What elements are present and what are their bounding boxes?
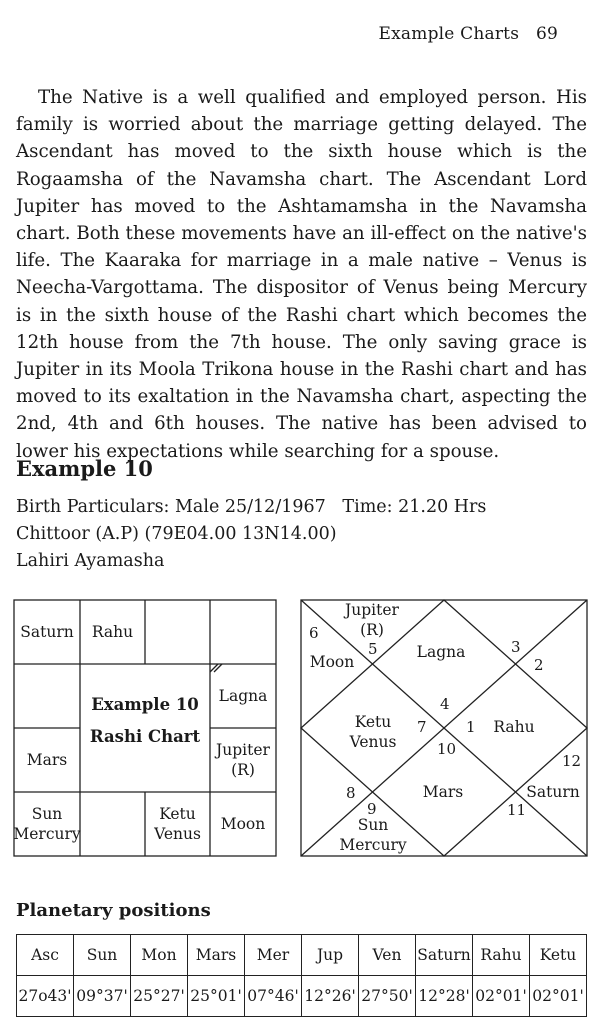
table-cell: 07°46' (245, 976, 302, 1017)
planetary-positions-table (16, 934, 587, 1017)
table-header-cell: Sun (74, 935, 131, 976)
table-header-cell: Saturn (416, 935, 473, 976)
body-paragraph: The Native is a well qualified and employed person. His family is worried about the marriage getting delayed. The Ascendant has moved to the sixth house which is the Rogaamsha of the Navamsha chart. The Ascendant Lord Jupiter has moved to the Ashtamamsha in the Navamsha chart. Both these movements have an ill-effect on the native's life. The Kaaraka for marriage in a male native – Venus is Neecha-Vargottama. The dispositor of Venus being Mercury is in the sixth house of the Rashi chart which becomes the 12th house from the 7th house. The only saving grace is Jupiter in its Moola Trikona house in the Rashi chart and has moved to its exaltation in the Navamsha chart, aspecting the 2nd, 4th and 6th houses. The native has been advised to lower his expectations while searching for a spouse. (16, 87, 587, 462)
table-cell: 27°50' (359, 976, 416, 1017)
table-header-row (17, 935, 587, 976)
rashi-cell-gemini (210, 600, 276, 664)
table-cell: 12°28' (416, 976, 473, 1017)
north-label-moon: Moon (309, 653, 355, 671)
rashi-cell-pisces: Saturn (20, 623, 74, 641)
house-number: 7 (417, 718, 427, 736)
place-line: Chittoor (A.P) (79E04.00 13N14.00) (16, 524, 337, 544)
house-number: 9 (367, 800, 377, 818)
birth-particulars: Birth Particulars: Male 25/12/1967 Time: 21.20 Hrs (16, 497, 487, 517)
north-label-top-center: Jupiter (R) (345, 601, 399, 639)
table-cell: 12°26' (302, 976, 359, 1017)
house-number: 12 (562, 752, 582, 770)
rashi-cell-virgo: Moon (220, 815, 266, 833)
house-number: 10 (437, 740, 457, 758)
table-cell: 02°01' (530, 976, 587, 1017)
table-header-cell: Ven (359, 935, 416, 976)
north-label-mars: Mars (422, 783, 464, 801)
house-number: 4 (440, 695, 450, 713)
house-number: 2 (534, 656, 544, 674)
house-number: 11 (507, 801, 527, 819)
table-cell: 27o43' (17, 976, 74, 1017)
rashi-cell-aries: Rahu (91, 623, 134, 641)
rashi-cell-aquarius (14, 664, 80, 728)
rashi-center-title: Example 10 (91, 695, 199, 714)
rashi-cell-libra: Ketu Venus (154, 805, 201, 843)
house-number: 1 (466, 718, 476, 736)
north-label-sun-mercury: Sun Mercury (339, 816, 407, 854)
table-header-cell: Mon (131, 935, 188, 976)
table-header-cell: Mer (245, 935, 302, 976)
rashi-cell-capricorn: Mars (26, 751, 68, 769)
page-number: 69 (535, 24, 558, 44)
rashi-cell-taurus (145, 600, 210, 664)
house-number: 3 (511, 638, 521, 656)
ayanamsha-line: Lahiri Ayamasha (16, 551, 165, 571)
rashi-cell-leo: Jupiter (R) (216, 741, 270, 779)
house-number: 5 (368, 640, 378, 658)
table-header-cell: Mars (188, 935, 245, 976)
table-cell: 02°01' (473, 976, 530, 1017)
table-header-cell: Ketu (530, 935, 587, 976)
north-label-rahu: Rahu (493, 718, 535, 736)
planetary-positions-title: Planetary positions (16, 900, 211, 921)
table-row (17, 976, 587, 1017)
running-title: Example Charts (378, 24, 520, 44)
house-number: 6 (309, 624, 319, 642)
table-cell: 09°37' (74, 976, 131, 1017)
rashi-cell-sagittarius: Sun Mercury (13, 805, 81, 843)
rashi-center-subtitle: Rashi Chart (89, 727, 201, 746)
example-title: Example 10 (16, 456, 153, 481)
table-header-cell: Asc (17, 935, 74, 976)
house-number: 8 (346, 784, 356, 802)
north-label-lagna: Lagna (416, 643, 466, 661)
table-cell: 25°01' (188, 976, 245, 1017)
table-header-cell: Rahu (473, 935, 530, 976)
rashi-cell-scorpio (80, 792, 145, 856)
table-header-cell: Jup (302, 935, 359, 976)
rashi-cell-cancer: Lagna (218, 687, 268, 705)
north-label-saturn: Saturn (526, 783, 580, 801)
table-cell: 25°27' (131, 976, 188, 1017)
north-label-ketu-venus: Ketu Venus (349, 713, 397, 751)
